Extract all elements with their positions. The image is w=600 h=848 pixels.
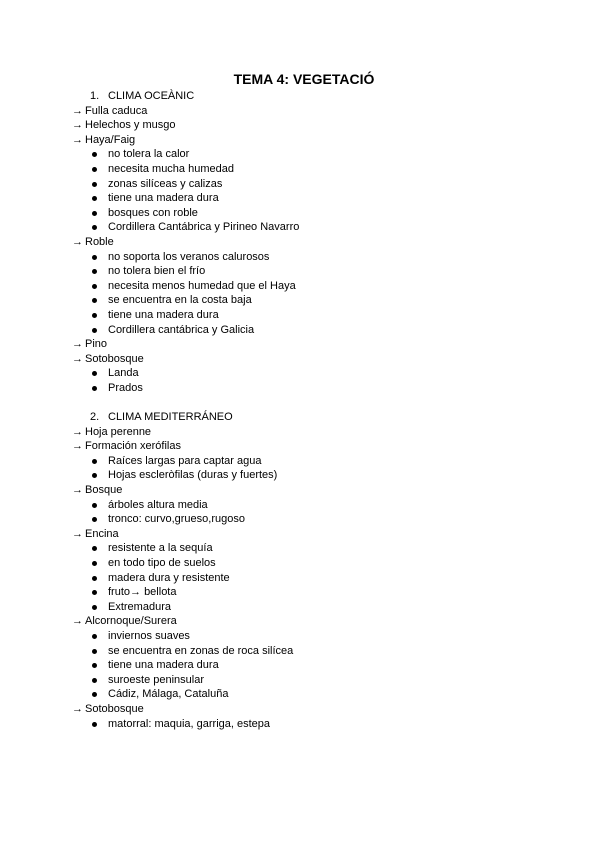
bullet-item [72, 264, 532, 279]
bullet-text: necesita mucha humedad [108, 162, 234, 175]
arrow-item [72, 352, 532, 367]
bullet-text: bosques con roble [108, 206, 198, 219]
arrow-item [72, 337, 532, 352]
arrow-item-label: Encina [85, 527, 119, 540]
bullet-dot-icon [92, 152, 97, 157]
bullet-text: fruto→ bellota [108, 586, 177, 599]
bullet-item [72, 512, 532, 527]
bullet-text: Cordillera Cantábrica y Pirineo Navarro [108, 221, 300, 234]
bullet-dot-icon [92, 590, 97, 595]
bullet-dot-icon [92, 196, 97, 201]
arrow-item-label: Bosque [85, 484, 123, 497]
bullet-item [72, 279, 532, 294]
bullet-dot-icon [92, 561, 97, 566]
bullet-text: no tolera la calor [108, 148, 190, 161]
bullet-item [72, 177, 532, 192]
right-arrow-icon: → [72, 338, 83, 351]
right-arrow-icon: → [72, 440, 83, 453]
right-arrow-icon: → [72, 484, 83, 497]
bullet-dot-icon [92, 255, 97, 260]
bullet-dot-icon [92, 605, 97, 610]
bullet-item [72, 629, 532, 644]
arrow-item-label: Hoja perenne [85, 425, 152, 438]
bullet-text: madera dura y resistente [108, 571, 230, 584]
bullet-item [72, 673, 532, 688]
right-arrow-icon: → [72, 352, 83, 365]
bullet-text: zonas silíceas y calizas [108, 177, 223, 190]
arrow-item [72, 483, 532, 498]
bullet-item [72, 498, 532, 513]
bullet-item [72, 308, 532, 323]
arrow-item [72, 527, 532, 542]
arrow-item-label: Helechos y musgo [85, 119, 176, 132]
arrow-item-label: Haya/Faig [85, 133, 136, 146]
arrow-item [72, 118, 532, 133]
bullet-dot-icon [92, 269, 97, 274]
arrow-item-label: Formación xerófilas [85, 440, 181, 453]
bullet-dot-icon [92, 313, 97, 318]
arrow-item [72, 702, 532, 717]
bullet-dot-icon [92, 722, 97, 727]
bullet-text: Landa [108, 367, 139, 380]
right-arrow-icon: → [72, 425, 83, 438]
arrow-item [72, 614, 532, 629]
bullet-item [72, 220, 532, 235]
bullet-text: se encuentra en la costa baja [108, 294, 252, 307]
bullet-dot-icon [92, 225, 97, 230]
arrow-item [72, 425, 532, 440]
arrow-item [72, 235, 532, 250]
bullet-dot-icon [92, 517, 97, 522]
bullet-item [72, 687, 532, 702]
bullet-dot-icon [92, 182, 97, 187]
bullet-dot-icon [92, 459, 97, 464]
section-spacer [72, 395, 532, 410]
bullet-dot-icon [92, 386, 97, 391]
right-arrow-icon: → [72, 527, 83, 540]
bullet-text: Prados [108, 381, 143, 394]
bullet-text: tronco: curvo,grueso,rugoso [108, 513, 245, 526]
bullet-dot-icon [92, 546, 97, 551]
bullet-item [72, 454, 532, 469]
bullet-text: Cádiz, Málaga, Cataluña [108, 688, 229, 701]
bullet-dot-icon [92, 503, 97, 508]
arrow-item-label: Roble [85, 235, 114, 248]
bullet-item [72, 541, 532, 556]
bullet-text: Raíces largas para captar agua [108, 454, 262, 467]
bullet-item [72, 644, 532, 659]
bullet-item [72, 323, 532, 338]
right-arrow-icon: → [72, 119, 83, 132]
bullet-item [72, 571, 532, 586]
bullet-item [72, 366, 532, 381]
bullet-text: tiene una madera dura [108, 308, 219, 321]
bullet-dot-icon [92, 663, 97, 668]
bullet-text: no tolera bien el frío [108, 265, 206, 278]
bullet-item [72, 250, 532, 265]
right-arrow-icon: → [72, 133, 83, 146]
bullet-text: Hojas escleròfilas (duras y fuertes) [108, 469, 278, 482]
bullet-item [72, 717, 532, 732]
bullet-text: árboles altura media [108, 498, 208, 511]
bullet-dot-icon [92, 211, 97, 216]
bullet-item [72, 293, 532, 308]
arrow-item [72, 133, 532, 148]
bullet-dot-icon [92, 634, 97, 639]
section-heading-text: CLIMA MEDITERRÁNEO [108, 411, 233, 424]
bullet-dot-icon [92, 328, 97, 333]
page-title: TEMA 4: VEGETACIÓ [233, 71, 375, 87]
bullet-text: matorral: maquia, garriga, estepa [108, 717, 271, 730]
bullet-text: tiene una madera dura [108, 192, 219, 205]
bullet-text: se encuentra en zonas de roca silícea [108, 644, 294, 657]
bullet-item [72, 191, 532, 206]
bullet-text: en todo tipo de suelos [108, 557, 216, 569]
bullet-text: suroeste peninsular [108, 673, 205, 686]
bullet-dot-icon [92, 284, 97, 289]
bullet-dot-icon [92, 576, 97, 581]
arrow-item-label: Alcornoque/Surera [85, 615, 177, 628]
arrow-item-label: Sotobosque [85, 702, 144, 715]
bullet-item [72, 381, 532, 396]
bullet-item [72, 206, 532, 221]
section-heading [72, 89, 532, 104]
document-body [72, 89, 532, 731]
bullet-item [72, 162, 532, 177]
bullet-item [72, 600, 532, 615]
bullet-dot-icon [92, 371, 97, 376]
arrow-item [72, 439, 532, 454]
arrow-item-label: Fulla caduca [85, 104, 148, 117]
bullet-text: Cordillera cantábrica y Galicia [108, 323, 255, 336]
arrow-item [72, 104, 532, 119]
section-number: 1. [90, 90, 100, 102]
right-arrow-icon: → [72, 104, 83, 117]
bullet-item [72, 468, 532, 483]
section-number: 2. [90, 411, 100, 424]
right-arrow-icon: → [72, 615, 83, 628]
right-arrow-icon: → [72, 235, 83, 248]
bullet-item [72, 556, 532, 571]
bullet-text: tiene una madera dura [108, 659, 219, 672]
section-heading-text: CLIMA OCEÀNIC [108, 90, 195, 102]
bullet-dot-icon [92, 678, 97, 683]
bullet-text: Extremadura [108, 600, 171, 613]
bullet-item [72, 147, 532, 162]
bullet-text: inviernos suaves [108, 629, 190, 642]
bullet-dot-icon [92, 473, 97, 478]
bullet-item [72, 585, 532, 600]
bullet-text: resistente a la sequía [108, 542, 213, 555]
bullet-item [72, 658, 532, 673]
arrow-item-label: Pino [85, 338, 108, 351]
bullet-text: no soporta los veranos calurosos [108, 250, 270, 263]
bullet-text: necesita menos humedad que el Haya [108, 279, 296, 292]
section-heading [72, 410, 532, 425]
bullet-dot-icon [92, 298, 97, 303]
arrow-item-label: Sotobosque [85, 352, 144, 365]
bullet-dot-icon [92, 649, 97, 654]
bullet-dot-icon [92, 692, 97, 697]
right-arrow-icon: → [72, 702, 83, 715]
bullet-dot-icon [92, 167, 97, 172]
